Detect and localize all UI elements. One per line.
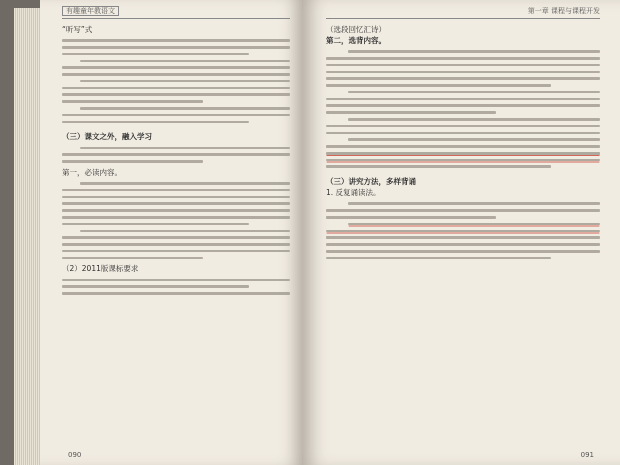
text-line: [326, 71, 600, 74]
text-line: [326, 216, 496, 219]
text-line: [348, 118, 600, 121]
text-line: [326, 57, 600, 60]
left-page: [40, 0, 302, 465]
text-line: [62, 53, 249, 56]
text-line: [62, 292, 290, 295]
text-line: [326, 64, 600, 67]
text-line: [62, 66, 290, 69]
text-line: [326, 257, 551, 260]
text-line: [62, 73, 290, 76]
left-heading-1: （三）课文之外，融入学习: [62, 132, 152, 142]
left-running-header: [62, 6, 290, 19]
text-line: [62, 93, 290, 96]
text-line: [326, 236, 600, 239]
text-line: [62, 279, 290, 282]
right-page-number: 091: [580, 451, 594, 459]
left-page-body: [62, 24, 290, 447]
text-line: [62, 243, 290, 246]
text-line: [62, 257, 203, 260]
text-line: [62, 223, 249, 226]
underlined-text-line: [326, 230, 600, 233]
text-line: [80, 80, 290, 83]
text-line: [62, 250, 290, 253]
underlined-text-line: [326, 152, 600, 155]
text-line: [348, 202, 600, 205]
right-heading-2: 第二，选背内容。: [326, 36, 386, 45]
text-line: [326, 77, 600, 80]
left-page-number: 090: [68, 451, 82, 459]
text-line: [326, 125, 600, 128]
text-line: [62, 236, 290, 239]
text-line: [62, 189, 290, 192]
text-line: [348, 91, 600, 94]
text-line: [326, 84, 551, 87]
text-line: [62, 114, 290, 117]
text-line: [62, 46, 290, 49]
text-line: [326, 250, 600, 253]
left-header-title: 有趣童年教语文: [62, 6, 119, 16]
right-subheading: 1. 反复诵读法。: [326, 188, 381, 198]
text-line: [62, 196, 290, 199]
underlined-text-line: [326, 159, 600, 162]
text-line: [326, 98, 600, 101]
left-heading-2: 第一，必读内容。: [62, 167, 122, 177]
right-page-body: [326, 24, 600, 447]
left-lead-phrase: “听写”式: [62, 25, 93, 34]
right-heading-3: （三）讲究方法，多样背诵: [326, 177, 416, 187]
text-line: [62, 202, 290, 205]
text-line: [62, 216, 290, 219]
text-line: [62, 87, 290, 90]
text-line: [326, 132, 600, 135]
right-page: [302, 0, 620, 465]
text-line: [326, 165, 551, 168]
text-line: [80, 60, 290, 63]
text-line: [348, 50, 600, 53]
text-line: [80, 182, 290, 185]
text-line: [348, 138, 600, 141]
underlined-text-line: [348, 223, 600, 226]
text-line: [62, 209, 290, 212]
text-line: [80, 230, 290, 233]
text-line: [62, 100, 203, 103]
text-line: [326, 111, 496, 114]
text-line: [62, 160, 203, 163]
text-line: [62, 153, 290, 156]
text-line: [326, 104, 600, 107]
text-line: [62, 285, 249, 288]
text-line: [62, 121, 249, 124]
text-line: [326, 145, 600, 148]
text-line: [80, 107, 290, 110]
right-running-header: 第一章 课程与课程开发: [326, 6, 600, 19]
right-heading-1: （选段回忆汇诗）: [326, 25, 386, 34]
left-heading-3: （2）2011版课标要求: [62, 264, 139, 274]
text-line: [80, 147, 290, 150]
text-line: [326, 209, 600, 212]
text-line: [62, 39, 290, 42]
text-line: [326, 243, 600, 246]
